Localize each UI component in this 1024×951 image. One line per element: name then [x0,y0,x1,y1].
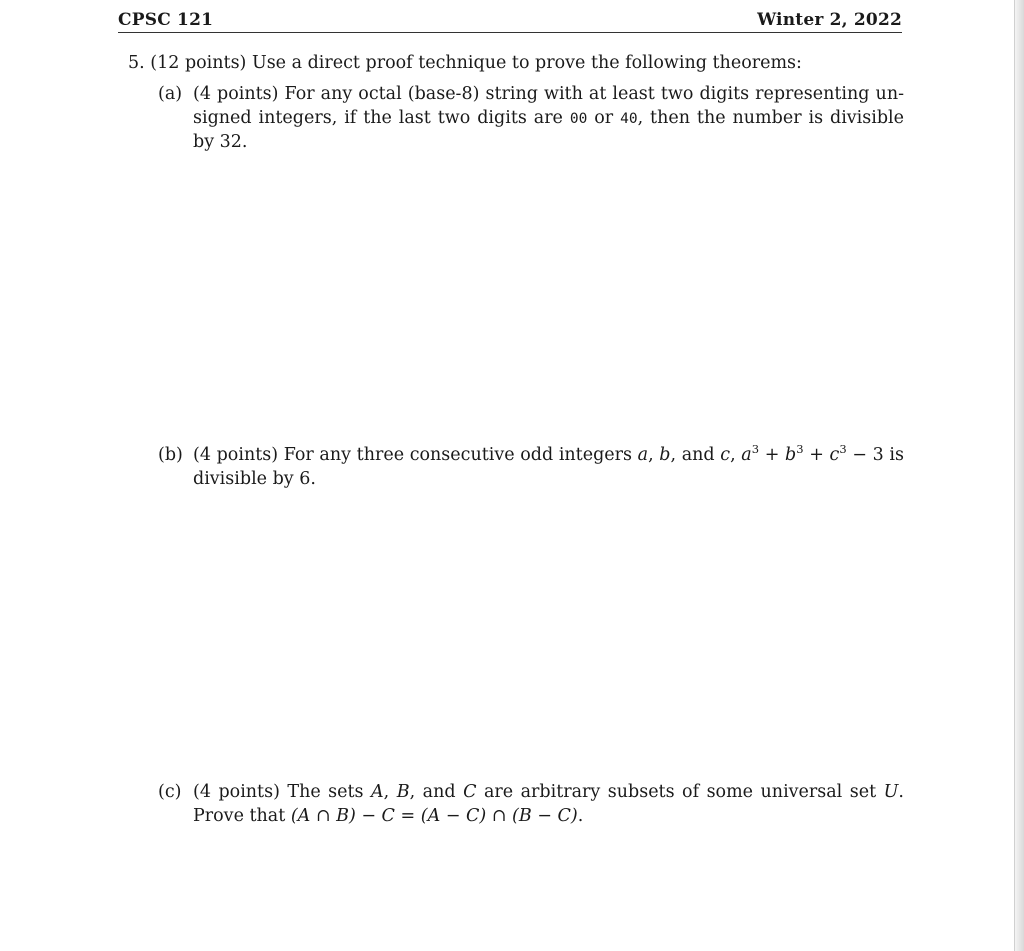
sep: , [648,445,660,465]
page-header [118,8,902,33]
var-b: b [659,445,671,465]
part-a [158,83,904,155]
sep: , and [409,782,464,802]
question-intro [128,52,888,75]
part-b-text-1: (4 points) For any three consecutive odd integers [193,445,638,465]
exponent: 3 [751,442,760,456]
part-b-text [193,444,904,491]
var-c: c [720,445,731,465]
part-a-text-2: or [587,107,621,128]
part-c [158,781,904,828]
part-c-text-4: . [577,805,584,826]
expr-a: a [741,445,752,465]
part-b [158,444,904,491]
part-a-code-40: 40 [620,110,638,127]
set-c: C [463,782,477,802]
question-text: (12 points) Use a direct proof technique to prove the following theorems: [150,53,802,73]
part-a-text-3: , then the number is divisible by 32. [193,107,905,152]
sep: , [730,445,742,465]
part-a-text [193,83,904,155]
sep: , and [670,445,721,465]
viewer-scrollbar[interactable] [1014,0,1024,951]
expr-c: c [829,445,840,465]
set-identity: (A ∩ B) − C = (A − C) ∩ (B − C) [290,805,578,826]
part-c-text-1: (4 points) The sets [193,782,372,802]
plus-sign: + [803,445,830,465]
sep: , [383,782,397,802]
term-label: Winter 2, 2022 [757,10,902,30]
part-c-text-3: . Prove that [193,782,904,826]
part-b-text-end: − 3 is divisible by 6. [193,445,904,489]
part-a-code-00: 00 [569,110,588,127]
plus-sign: + [759,445,786,465]
expr-b: b [785,445,797,465]
question-number: 5. [128,53,145,73]
part-b-label: (b) [158,445,183,465]
part-c-text [193,781,904,828]
set-a: A [371,782,384,802]
part-c-text-2: are arbitrary subsets of some universal set [476,782,884,802]
exponent: 3 [839,442,847,456]
part-c-label: (c) [158,782,182,802]
exponent: 3 [796,442,804,456]
var-a: a [637,445,649,465]
universal-set: U [883,782,899,802]
course-code: CPSC 121 [118,10,214,30]
part-a-text-1: (4 points) For any octal (base-8) string with at least two digits representing un-signed integers, if the last two digits are [193,84,904,128]
part-a-label: (a) [158,84,183,104]
set-b: B [396,782,410,802]
